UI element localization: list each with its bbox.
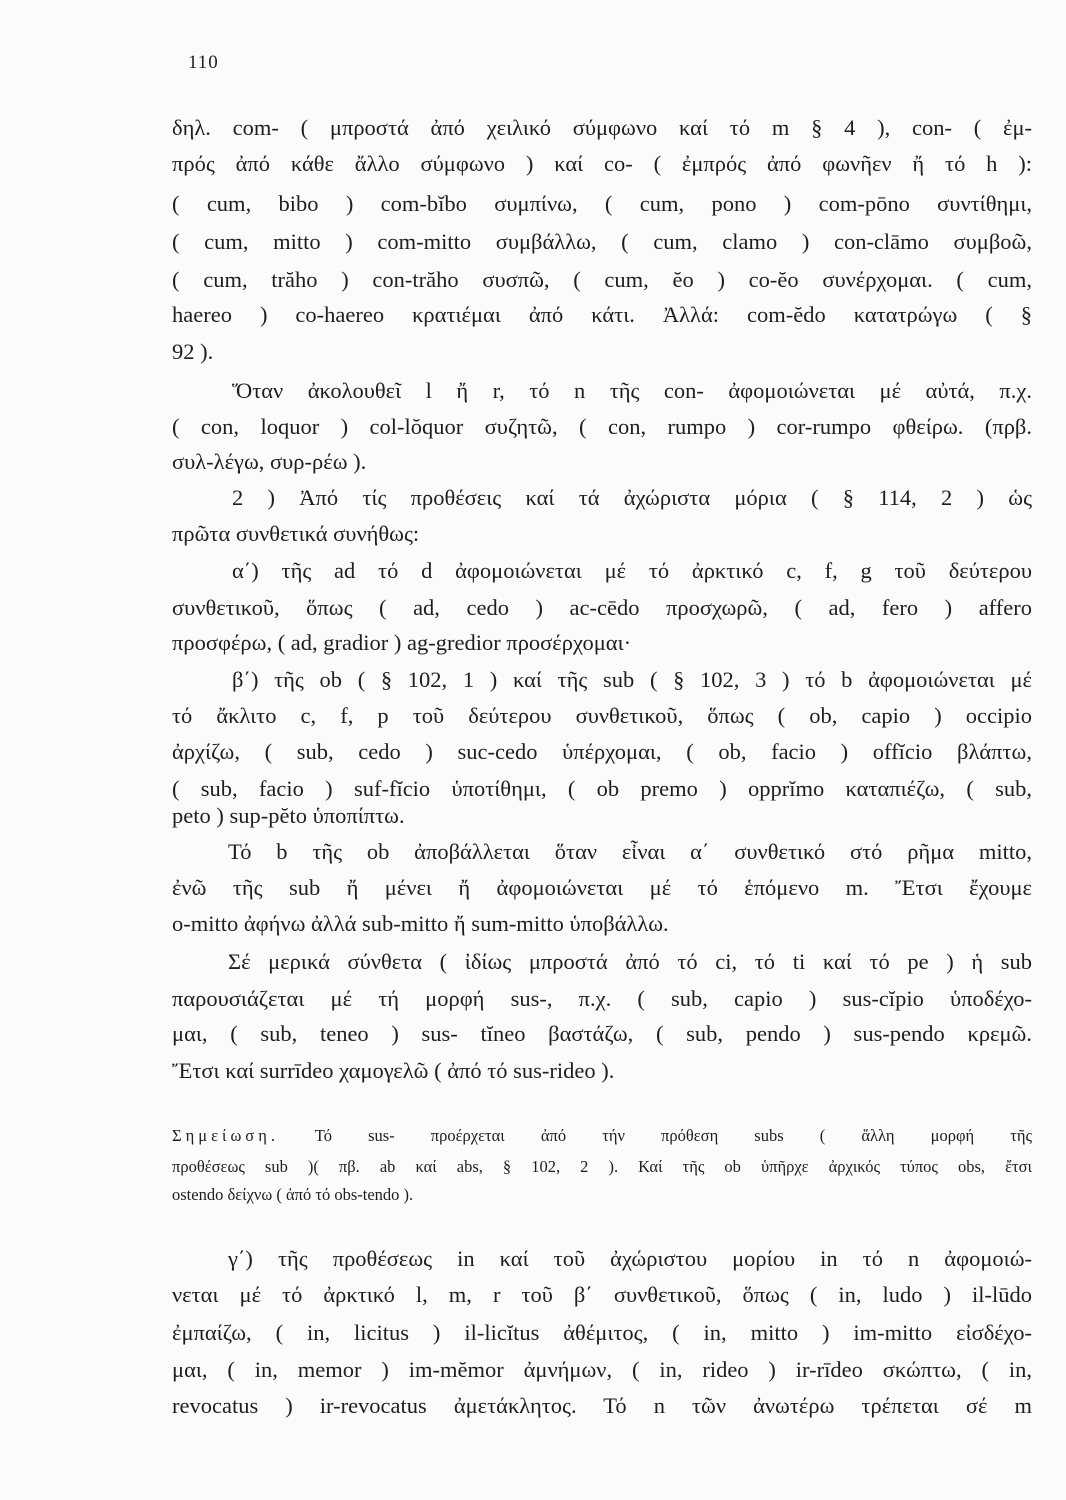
text-line: ἀρχίζω, ( sub, cedo ) suc-cedo ὑπέρχομαι, ( ob, facio ) offĭcio βλάπτω, — [172, 739, 1032, 764]
text-line: ( cum, bibo ) com-bĭbo συμπίνω, ( cum, pono ) com-pōno συντίθημι, — [172, 191, 1032, 216]
note-line: προθέσεως sub )( πβ. ab καί abs, § 102, 2 ). Καί τῆς ob ὑπῆρχε ἀρχικός τύπος obs, ἔτσι — [172, 1157, 1032, 1176]
text-line: παρουσιάζεται μέ τή μορφή sus-, π.χ. ( sub, capio ) sus-cĭpio ὑποδέχο- — [172, 986, 1032, 1011]
text-line: τό ἄκλιτο c, f, p τοῦ δεύτερου συνθετικοῦ, ὅπως ( ob, capio ) occipio — [172, 703, 1032, 728]
text-line: Σέ μερικά σύνθετα ( ἰδίως μπροστά ἀπό τό ci, τό ti καί τό pe ) ἡ sub — [228, 949, 1032, 974]
page-number: 110 — [188, 52, 219, 73]
note-title: Σημείωση. — [172, 1126, 279, 1145]
text-line: ἐνῶ τῆς sub ἤ μένει ἤ ἀφομοιώνεται μέ τό ἑπόμενο m. Ἔτσι ἔχουμε — [172, 875, 1032, 900]
text-line: μαι, ( sub, teneo ) sus- tĭneo βαστάζω, ( sub, pendo ) sus-pendo κρεμῶ. — [172, 1021, 1032, 1046]
note-line — [172, 1125, 1032, 1147]
text-line: ( cum, trăho ) con-trăho συσπῶ, ( cum, ĕo ) co-ĕo συνέρχομαι. ( cum, — [172, 267, 1032, 292]
text-line: o-mitto ἀφήνω ἀλλά sub-mitto ἤ sum-mitto ὑποβάλλω. — [172, 911, 669, 936]
text-line: 92 ). — [172, 339, 214, 364]
text-line: ( cum, mitto ) com-mitto συμβάλλω, ( cum, clamo ) con-clāmo συμβοῶ, — [172, 229, 1032, 254]
text-line: ( con, loquor ) col-lŏquor συζητῶ, ( con, rumpo ) cor-rumpo φθείρω. (πρβ. — [172, 414, 1032, 439]
text-line: συλ-λέγω, συρ-ρέω ). — [172, 449, 367, 474]
text-line: προσφέρω, ( ad, gradior ) ag-gredior προσέρχομαι· — [172, 630, 632, 655]
text-line: μαι, ( in, memor ) im-mĕmor ἀμνήμων, ( in, rideo ) ir-rīdeo σκώπτω, ( in, — [172, 1357, 1032, 1382]
text-line: Ὅταν ἀκολουθεῖ l ἤ r, τό n τῆς con- ἀφομοιώνεται μέ αὐτά, π.χ. — [232, 378, 1032, 403]
text-line: peto ) sup-pĕto ὑποπίπτω. — [172, 803, 405, 828]
note-line: ostendo δείχνω ( ἀπό τό obs-tendo ). — [172, 1185, 414, 1204]
text-line: γ΄) τῆς προθέσεως in καί τοῦ ἀχώριστου μορίου in τό n ἀφομοιώ- — [228, 1246, 1032, 1271]
text-line: συνθετικοῦ, ὅπως ( ad, cedo ) ac-cēdo προσχωρῶ, ( ad, fero ) affero — [172, 595, 1032, 620]
text-line: πρῶτα συνθετικά συνήθως: — [172, 521, 420, 546]
text-line: revocatus ) ir-revocatus ἀμετάκλητος. Τό n τῶν ἀνωτέρω τρέπεται σέ m — [172, 1393, 1032, 1418]
text-line: 2 ) Ἀπό τίς προθέσεις καί τά ἀχώριστα μόρια ( § 114, 2 ) ὡς — [232, 485, 1032, 510]
text-line: δηλ. com- ( μπροστά ἀπό χειλικό σύμφωνο καί τό m § 4 ), con- ( ἐμ- — [172, 115, 1032, 140]
text-line: πρός ἀπό κάθε ἄλλο σύμφωνο ) καί co- ( ἐμπρός ἀπό φωνῆεν ἤ τό h ): — [172, 151, 1032, 176]
text-line: ( sub, facio ) suf-fĭcio ὑποτίθημι, ( ob premo ) opprĭmo καταπιέζω, ( sub, — [172, 776, 1032, 801]
text-line: ἐμπαίζω, ( in, licitus ) il-licĭtus ἀθέμιτος, ( in, mitto ) im-mitto εἰσδέχο- — [172, 1320, 1032, 1345]
text-line: β΄) τῆς ob ( § 102, 1 ) καί τῆς sub ( § 102, 3 ) τό b ἀφομοιώνεται μέ — [232, 667, 1032, 692]
text-line: α΄) τῆς ad τό d ἀφομοιώνεται μέ τό ἀρκτικό c, f, g τοῦ δεύτερου — [232, 558, 1032, 583]
text-line: haereo ) co-haereo κρατιέμαι ἀπό κάτι. Ἀλλά: com-ĕdo κατατρώγω ( § — [172, 302, 1032, 327]
text-line: Τό b τῆς ob ἀποβάλλεται ὅταν εἶναι α΄ συνθετικό στό ρῆμα mitto, — [228, 839, 1032, 864]
text-line: Ἔτσι καί surrīdeo χαμογελῶ ( ἀπό τό sus-rideo ). — [172, 1058, 615, 1083]
note-text: Τό sus- προέρχεται ἀπό τήν πρόθεση subs ( ἄλλη μορφή τῆς — [314, 1126, 1032, 1145]
text-line: νεται μέ τό ἀρκτικό l, m, r τοῦ β΄ συνθετικοῦ, ὅπως ( in, ludo ) il-lūdo — [172, 1282, 1032, 1307]
